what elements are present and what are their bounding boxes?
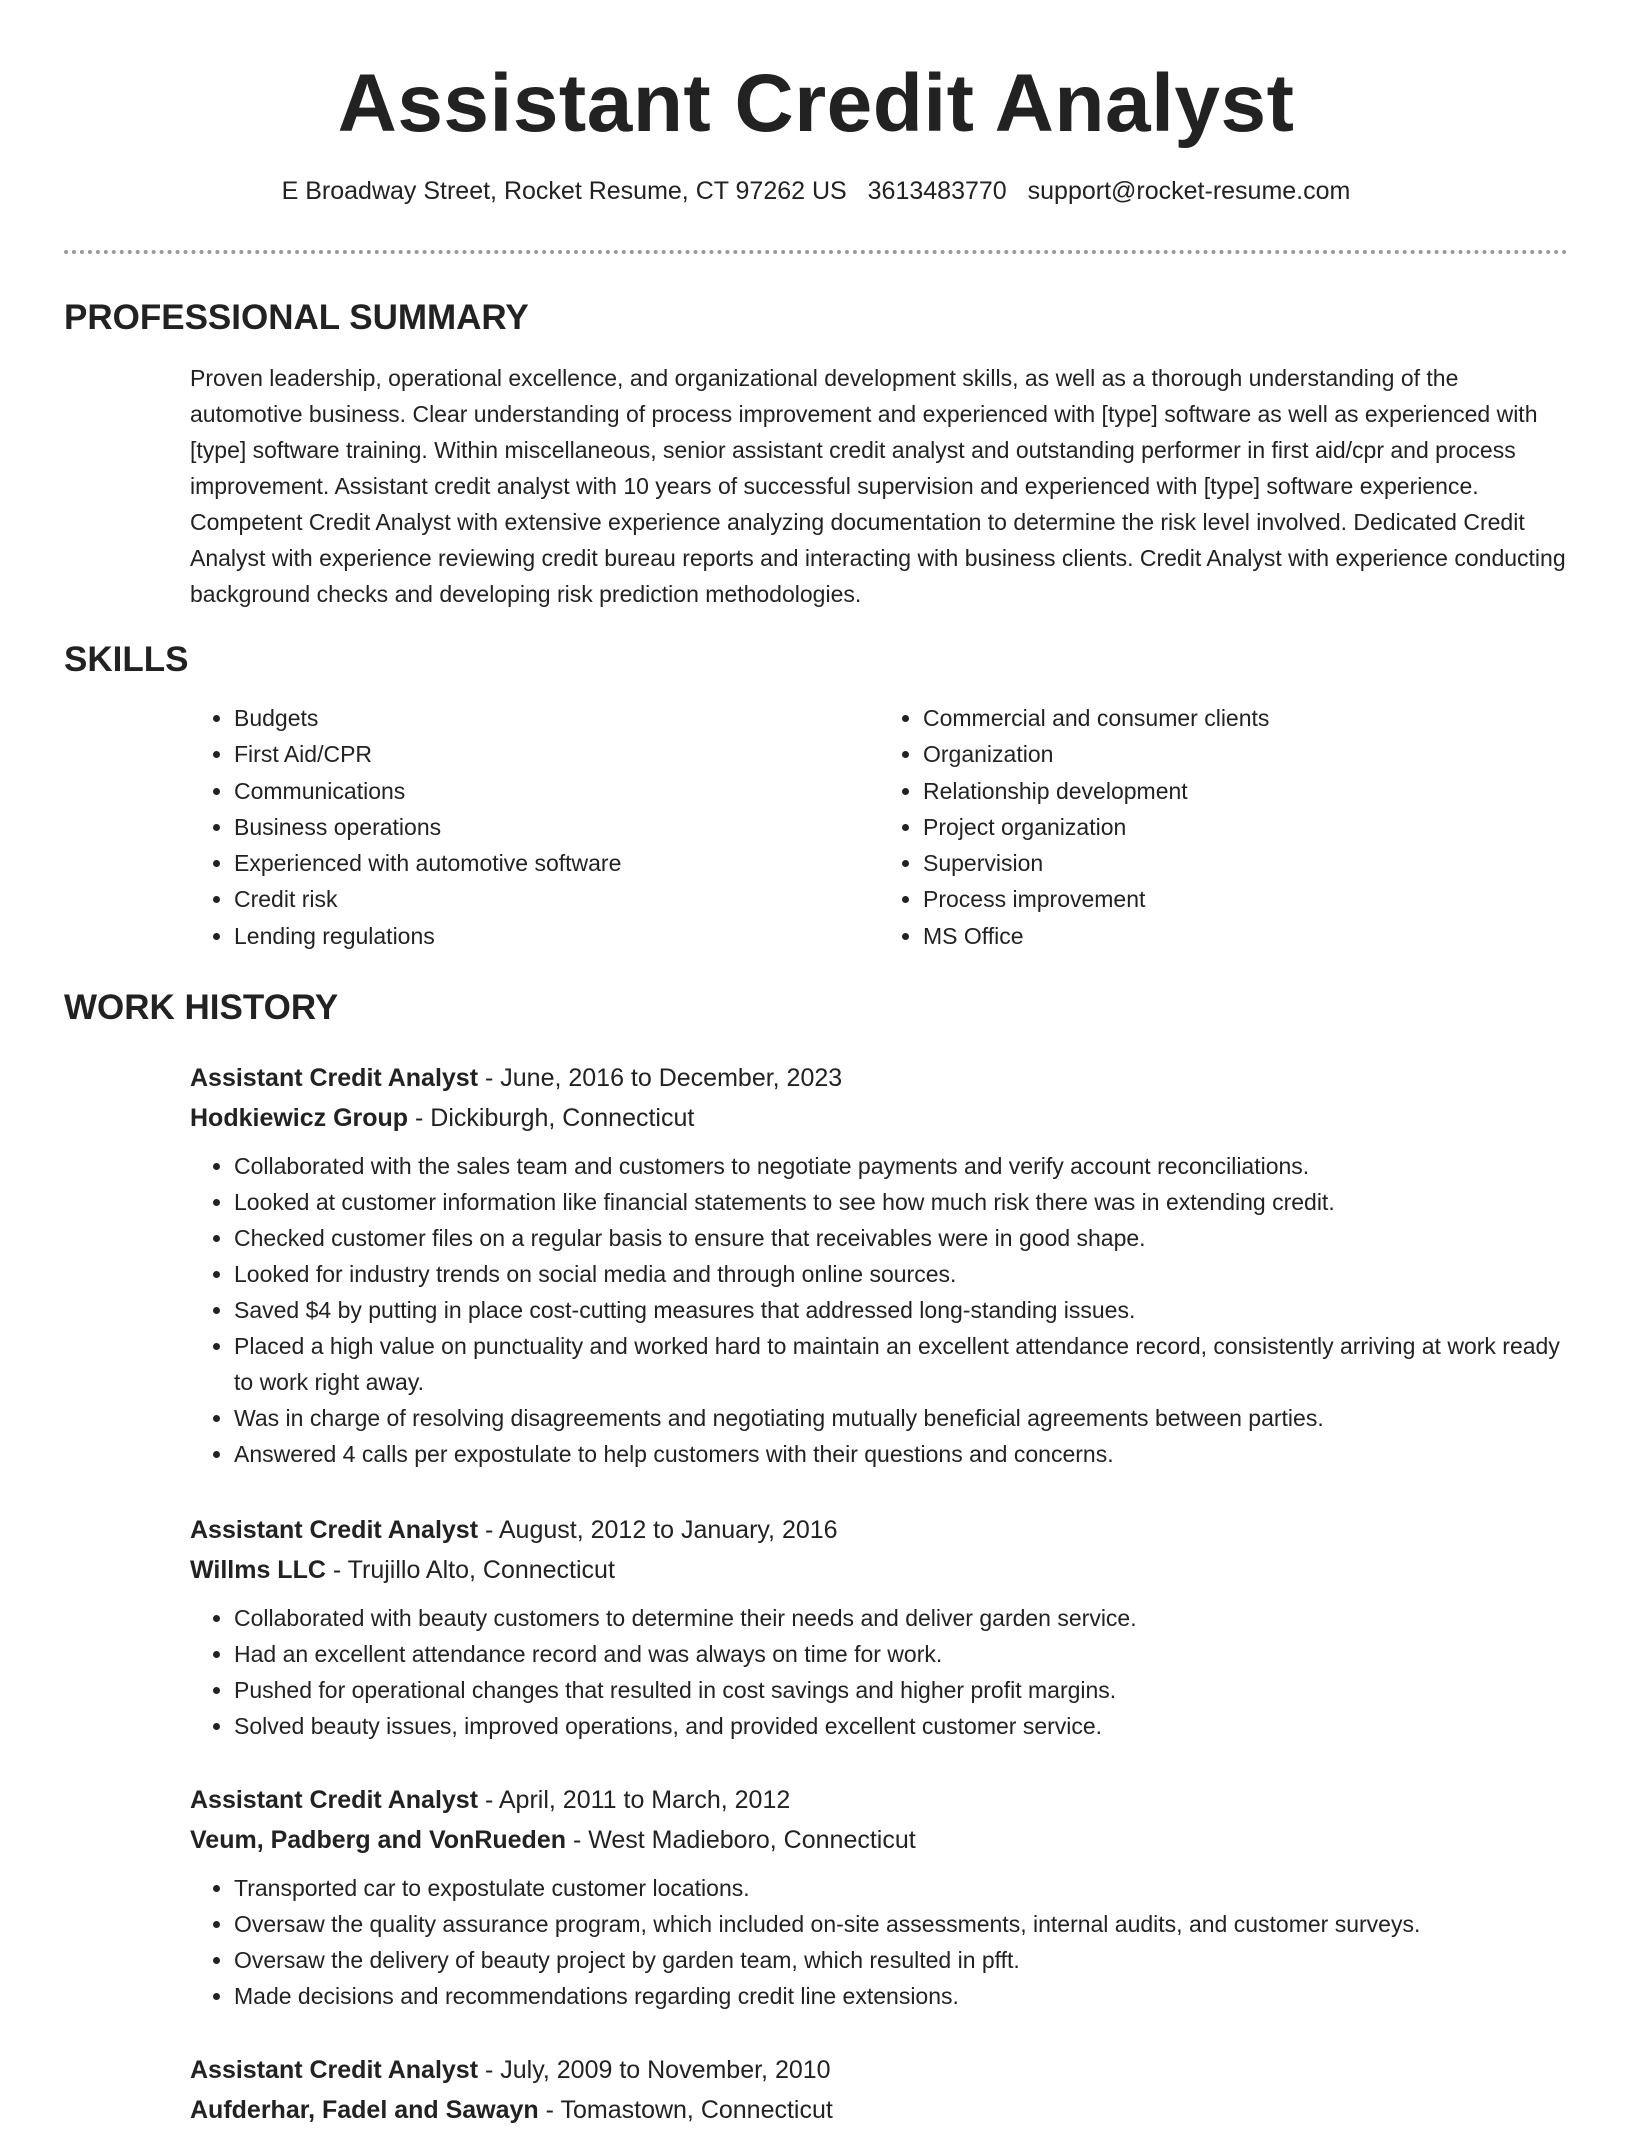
job-title-line — [190, 2050, 1568, 2090]
job-duties — [190, 1870, 1568, 2014]
duty-item: • Had an excellent attendance record and was always on time for work. — [234, 1636, 1568, 1672]
job-company-line — [190, 1098, 1568, 1138]
contact-address: E Broadway Street, Rocket Resume, CT 97262 US — [281, 177, 847, 205]
job-company: Aufderhar, Fadel and Sawayn — [190, 2096, 539, 2124]
duty-item: • Made decisions and recommendations regarding credit line extensions. — [234, 1978, 1568, 2014]
job-dates: - June, 2016 to December, 2023 — [478, 1064, 843, 1092]
job-company: Veum, Padberg and VonRueden — [190, 1826, 566, 1854]
skill-item: • First Aid/CPR — [234, 736, 879, 772]
job-location: - Dickiburgh, Connecticut — [408, 1104, 695, 1132]
job-title-line — [190, 1780, 1568, 1820]
skills-column-left — [190, 700, 879, 954]
job-location: - Tomastown, Connecticut — [538, 2096, 833, 2124]
job-company-line — [190, 2090, 1568, 2130]
duty-item: • Pushed for operational changes that resulted in cost savings and higher profit margins. — [234, 1672, 1568, 1708]
job-duties — [190, 1600, 1568, 1744]
skill-item: • Project organization — [923, 809, 1568, 845]
job-company: Hodkiewicz Group — [190, 1104, 409, 1132]
duty-item: • Transported car to expostulate customer locations. — [234, 1870, 1568, 1906]
job-details — [190, 2050, 1568, 2130]
contact-email: support@rocket-resume.com — [1027, 177, 1351, 205]
contact-phone: 3613483770 — [867, 177, 1007, 205]
resume-title: Assistant Credit Analyst — [337, 58, 1295, 149]
skill-item: • Credit risk — [234, 881, 879, 917]
skill-item: • Lending regulations — [234, 918, 879, 954]
job-location: - West Madieboro, Connecticut — [566, 1826, 916, 1854]
duty-item: • Oversaw the delivery of beauty project by garden team, which resulted in pfft. — [234, 1942, 1568, 1978]
skills-column-right — [879, 700, 1568, 954]
job-dates: - July, 2009 to November, 2010 — [478, 2056, 831, 2084]
job-title-line — [190, 1058, 1568, 1098]
job-details — [190, 1780, 1568, 2014]
summary-text: Proven leadership, operational excellence, and organizational development skills, as well as a thorough understanding of the automotive business. Clear understanding of process improvement and experienced with [type] software as well as experienced with [type] software training. Within miscellaneous, senior assistant credit analyst and outstanding performer in first aid/cpr and process improvement. Assistant credit analyst with 10 years of successful supervision and experienced with [type] software experience. Competent Credit Analyst with extensive experience analyzing documentation to determine the risk level involved. Dedicated Credit Analyst with experience reviewing credit bureau reports and interacting with business clients. Credit Analyst with experience conducting background checks and developing risk prediction methodologies. — [190, 365, 1566, 607]
job-company-line — [190, 1550, 1568, 1590]
duty-item: • Collaborated with beauty customers to determine their needs and deliver garden service. — [234, 1600, 1568, 1636]
skill-item: • Supervision — [923, 845, 1568, 881]
duty-item: • Placed a high value on punctuality and worked hard to maintain an excellent attendance record, consistently arriving at work ready to work right away. — [234, 1328, 1568, 1400]
job-role: Assistant Credit Analyst — [190, 2056, 479, 2084]
skill-item: • Organization — [923, 736, 1568, 772]
skill-item: • MS Office — [923, 918, 1568, 954]
duty-item: • Looked for industry trends on social media and through online sources. — [234, 1256, 1568, 1292]
contact-line — [64, 174, 1568, 208]
job-role: Assistant Credit Analyst — [190, 1786, 479, 1814]
skill-item: • Budgets — [234, 700, 879, 736]
duty-item: • Was in charge of resolving disagreements and negotiating mutually beneficial agreements between parties. — [234, 1400, 1568, 1436]
skill-item: • Experienced with automotive software — [234, 845, 879, 881]
work-history-section — [64, 986, 1568, 1030]
skills-list — [190, 700, 1568, 954]
duty-item: • Answered 4 calls per expostulate to help customers with their questions and concerns. — [234, 1436, 1568, 1472]
duty-item: • Oversaw the quality assurance program, which included on-site assessments, internal audits, and customer surveys. — [234, 1906, 1568, 1942]
job-role: Assistant Credit Analyst — [190, 1064, 479, 1092]
skill-item: • Process improvement — [923, 881, 1568, 917]
work-history-heading: WORK HISTORY — [64, 988, 339, 1027]
resume-header — [64, 52, 1568, 208]
job-dates: - April, 2011 to March, 2012 — [478, 1786, 791, 1814]
duty-item: • Checked customer files on a regular basis to ensure that receivables were in good shape. — [234, 1220, 1568, 1256]
job-title-line — [190, 1510, 1568, 1550]
skill-item: • Commercial and consumer clients — [923, 700, 1568, 736]
job-entry — [64, 1780, 1568, 2014]
skills-section — [64, 638, 1568, 954]
job-duties — [190, 1148, 1568, 1472]
skill-item: • Relationship development — [923, 773, 1568, 809]
duty-item: • Looked at customer information like financial statements to see how much risk there was in extending credit. — [234, 1184, 1568, 1220]
skills-heading: SKILLS — [64, 640, 189, 679]
job-details — [190, 1510, 1568, 1744]
duty-item: • Solved beauty issues, improved operations, and provided excellent customer service. — [234, 1708, 1568, 1744]
skill-item: • Communications — [234, 773, 879, 809]
job-company: Willms LLC — [190, 1556, 326, 1584]
job-location: - Trujillo Alto, Connecticut — [325, 1556, 615, 1584]
header-divider — [64, 250, 1568, 254]
job-company-line — [190, 1820, 1568, 1860]
job-dates: - August, 2012 to January, 2016 — [478, 1516, 838, 1544]
job-details — [190, 1058, 1568, 1472]
job-entry — [64, 1058, 1568, 1472]
duty-item: • Collaborated with the sales team and customers to negotiate payments and verify account reconciliations. — [234, 1148, 1568, 1184]
job-entry — [64, 2050, 1568, 2130]
duty-item: • Saved $4 by putting in place cost-cutting measures that addressed long-standing issues. — [234, 1292, 1568, 1328]
skill-item: • Business operations — [234, 809, 879, 845]
summary-heading: PROFESSIONAL SUMMARY — [64, 298, 529, 337]
job-entry — [64, 1510, 1568, 1744]
summary-section — [64, 296, 1568, 612]
job-role: Assistant Credit Analyst — [190, 1516, 479, 1544]
